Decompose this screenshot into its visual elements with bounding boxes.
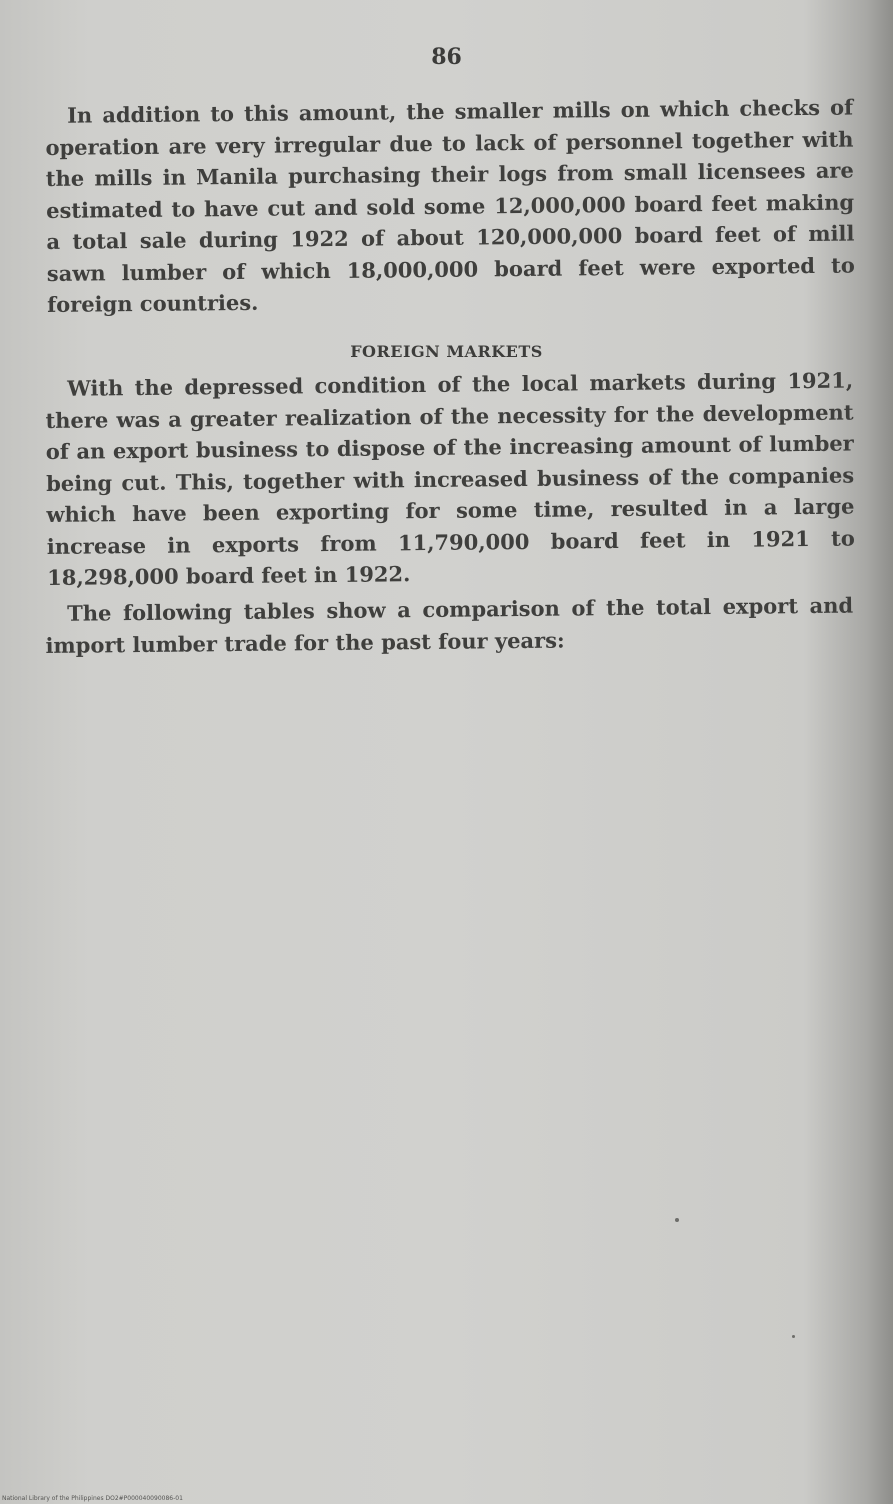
paragraph-lumber-sales <box>45 92 855 321</box>
library-footer: National Library of the Philippines DO2#P000040090086-01 <box>2 1495 183 1502</box>
dust-speck <box>675 1218 679 1222</box>
paragraph-tables-intro <box>45 590 854 661</box>
dust-speck <box>792 1335 795 1338</box>
page-number: 86 <box>431 44 462 70</box>
paragraph-text: In addition to this amount, the smaller mills on which checks of operation are very irregular due to lack of personnel together with the mills in Manila purchasing their logs from small licensees are estimated to have cut and sold some 12,000,000 board feet making a total sale during 1922 of about 120,000,000 board feet of mill sawn lumber of which 18,000,000 board feet were exported to foreign countries. <box>45 94 855 317</box>
section-heading-foreign-markets: FOREIGN MARKETS <box>350 342 543 361</box>
paragraph-export-growth <box>45 365 855 594</box>
paragraph-text: With the depressed condition of the local markets during 1921, there was a greater realization of the necessity for the development of an export business to dispose of the increasing amount of lumber being cut. This, together with increased business of the companies which have been exporting for some time, resulted in a large increase in exports from 11,790,000 board feet in 1921 to 18,298,000 board feet in 1922. <box>45 367 855 590</box>
paragraph-text: The following tables show a comparison of the total export and import lumber trade for the past four years: <box>45 592 854 658</box>
